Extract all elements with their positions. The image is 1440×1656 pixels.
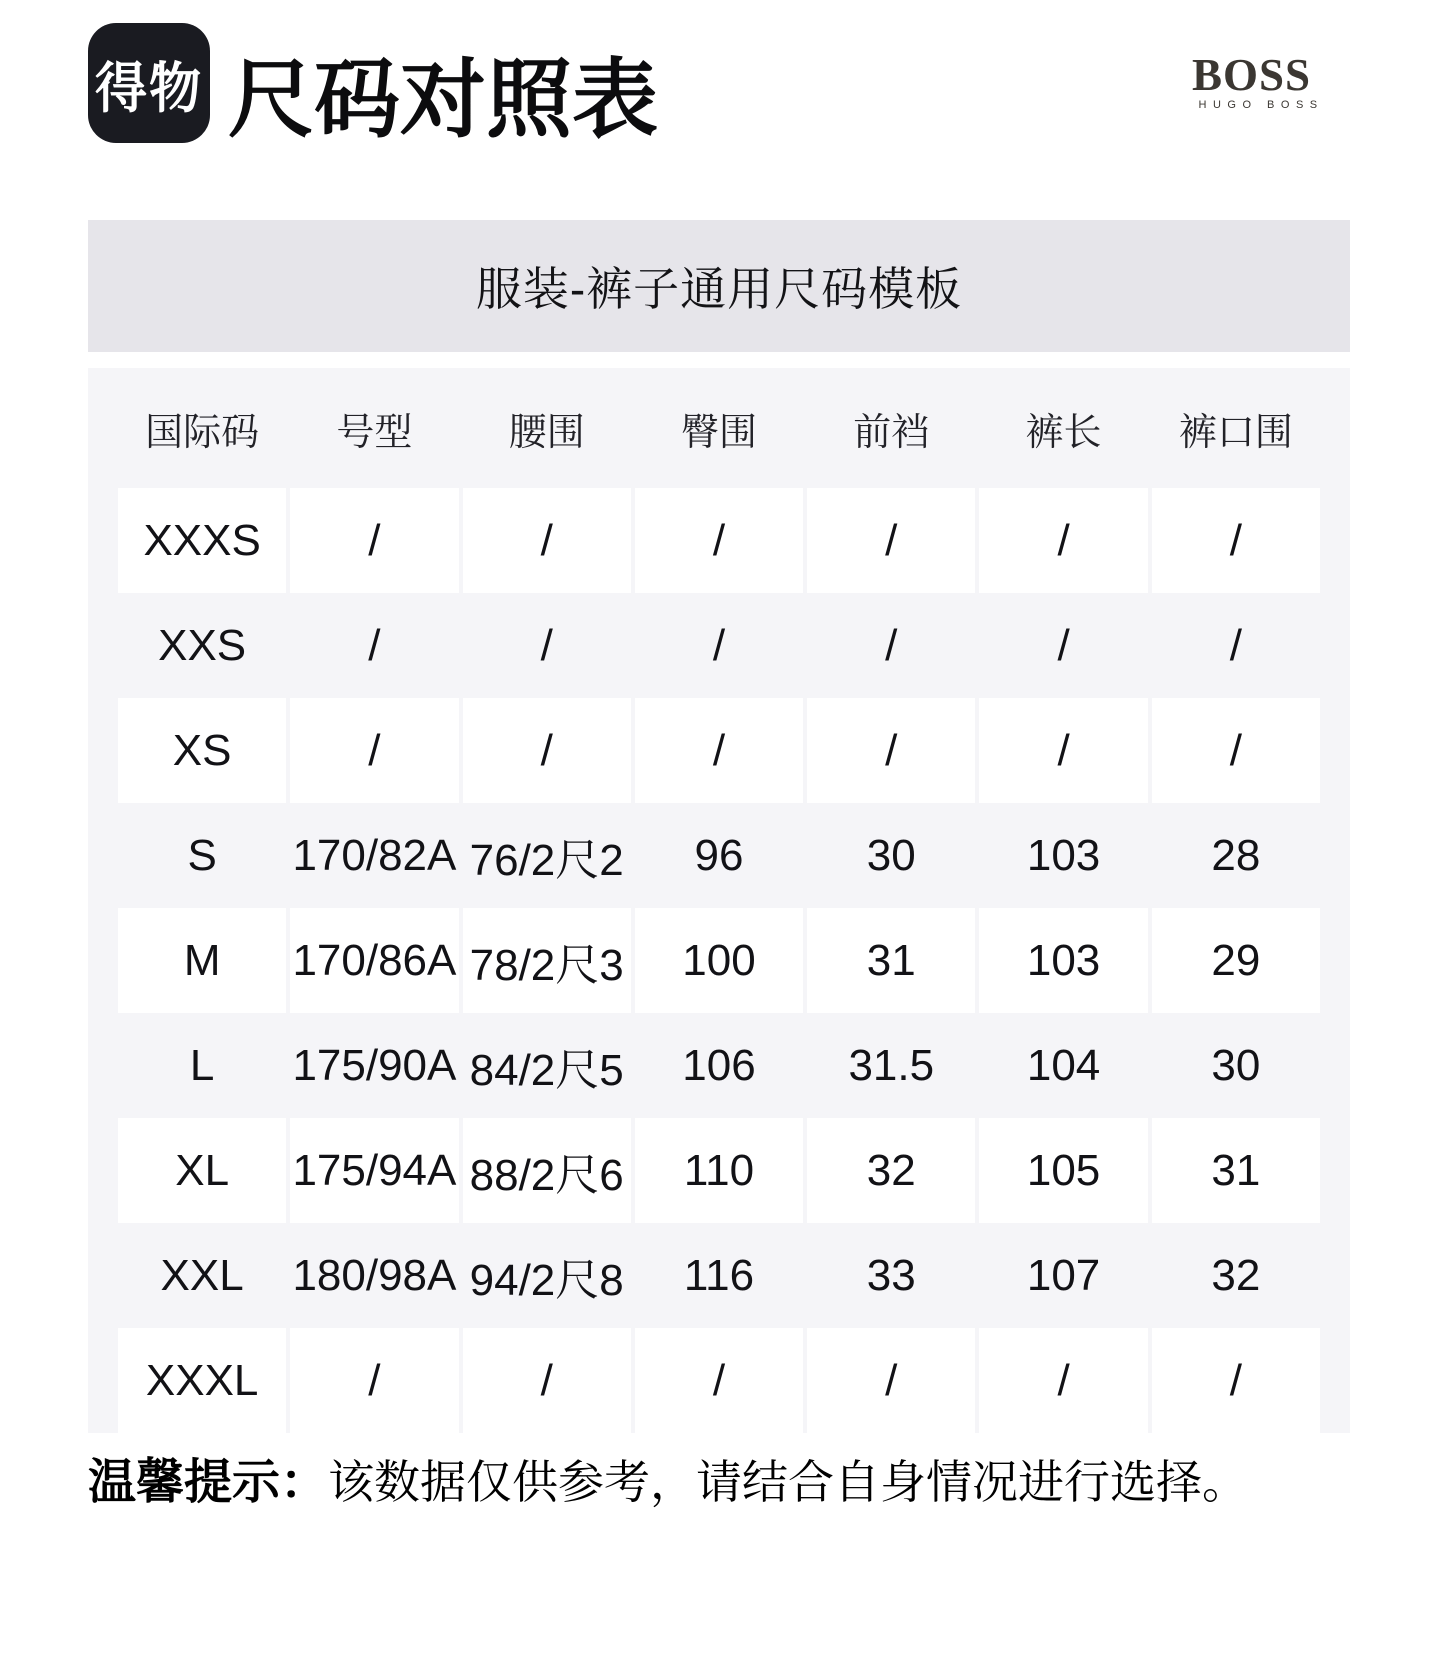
size-label-cell: XXS (158, 620, 247, 670)
table-cell: / (1152, 698, 1320, 803)
table-cell: 31 (1152, 1118, 1320, 1223)
boss-subtitle: HUGO BOSS (1198, 99, 1324, 111)
table-cell: 100 (635, 908, 803, 1013)
note-text: 该数据仅供参考，请结合自身情况进行选择。 (328, 1456, 1249, 1508)
table-cell: 94/2尺8 (469, 1255, 624, 1305)
table-cell: 106 (682, 1040, 756, 1090)
table-cell: / (463, 698, 631, 803)
header-cell-size-type: 号型 (336, 411, 413, 454)
table-row (118, 1013, 1320, 1118)
table-cell: 84/2尺5 (469, 1045, 624, 1095)
table-cell: / (885, 620, 898, 670)
dewu-logo (88, 23, 210, 143)
size-label-cell: M (118, 908, 286, 1013)
size-label-cell: XS (118, 698, 286, 803)
header-cell-hip: 臀围 (680, 411, 757, 454)
table-cell: / (540, 620, 553, 670)
table-cell: / (635, 488, 803, 593)
table-row (118, 1118, 1320, 1223)
table-cell: 29 (1152, 908, 1320, 1013)
table-cell: 31.5 (848, 1040, 935, 1090)
template-banner (88, 220, 1350, 352)
table-cell: / (290, 488, 458, 593)
table-cell: 105 (979, 1118, 1147, 1223)
table-row (118, 1328, 1320, 1433)
table-cell: / (807, 698, 975, 803)
table-cell: 88/2尺6 (463, 1118, 631, 1223)
table-cell: 110 (635, 1118, 803, 1223)
table-cell: / (635, 1328, 803, 1433)
table-cell: 76/2尺2 (469, 835, 624, 885)
size-table (88, 368, 1350, 1433)
size-label-cell: L (189, 1040, 215, 1090)
table-cell: / (368, 620, 381, 670)
table-cell: / (1152, 488, 1320, 593)
header-cell-leg-opening: 裤口围 (1178, 411, 1293, 454)
table-cell: 103 (979, 908, 1147, 1013)
note-label: 温馨提示： (88, 1456, 329, 1509)
table-cell: / (807, 488, 975, 593)
page-title: 尺码对照表 (228, 52, 658, 148)
table-cell: 107 (1026, 1250, 1101, 1300)
size-label-cell: XXL (160, 1250, 244, 1300)
table-cell: / (1152, 1328, 1320, 1433)
table-cell: 78/2尺3 (463, 908, 631, 1013)
table-cell: 170/82A (292, 830, 457, 880)
table-row (118, 488, 1320, 593)
table-cell: 116 (683, 1250, 755, 1300)
size-label-cell: XL (118, 1118, 286, 1223)
table-cell: / (463, 1328, 631, 1433)
table-cell: / (979, 698, 1147, 803)
table-cell: 180/98A (292, 1250, 457, 1300)
table-cell: 31 (807, 908, 975, 1013)
table-cell: 28 (1211, 830, 1261, 880)
table-cell: 104 (1026, 1040, 1101, 1090)
table-row (118, 698, 1320, 803)
table-row (118, 803, 1320, 908)
header-cell-front-rise: 前裆 (853, 411, 930, 454)
table-cell: / (1229, 620, 1242, 670)
table-header-row (118, 368, 1320, 488)
table-cell: 175/90A (292, 1040, 457, 1090)
boss-logo (1192, 50, 1324, 111)
header-cell-pants-length: 裤长 (1025, 411, 1102, 454)
table-cell: / (807, 1328, 975, 1433)
header-cell-intl-size: 国际码 (145, 411, 260, 454)
table-cell: / (290, 698, 458, 803)
boss-wordmark: BOSS (1192, 50, 1312, 100)
table-cell: / (1057, 620, 1070, 670)
table-row (118, 1223, 1320, 1328)
dewu-logo-text: 得物 (94, 58, 203, 120)
table-cell: / (290, 1328, 458, 1433)
table-cell: 32 (1211, 1250, 1261, 1300)
table-cell: / (979, 488, 1147, 593)
header-cell-waist: 腰围 (508, 411, 585, 454)
table-cell: / (712, 620, 726, 670)
table-cell: / (463, 488, 631, 593)
bottom-note (88, 1452, 1248, 1513)
table-cell: / (979, 1328, 1147, 1433)
table-cell: / (635, 698, 803, 803)
size-label-cell: XXXS (118, 488, 286, 593)
table-cell: 32 (807, 1118, 975, 1223)
table-cell: 175/94A (290, 1118, 458, 1223)
table-cell: 103 (1026, 830, 1101, 880)
table-row (118, 908, 1320, 1013)
table-cell: 30 (1211, 1040, 1261, 1090)
size-label-cell: S (187, 830, 217, 880)
table-row (118, 593, 1320, 698)
table-cell: 33 (866, 1250, 916, 1300)
table-cell: 170/86A (290, 908, 458, 1013)
table-cell: 30 (866, 830, 916, 880)
size-label-cell: XXXL (118, 1328, 286, 1433)
table-cell: 96 (694, 830, 744, 880)
banner-title: 服装-裤子通用尺码模板 (475, 263, 963, 315)
